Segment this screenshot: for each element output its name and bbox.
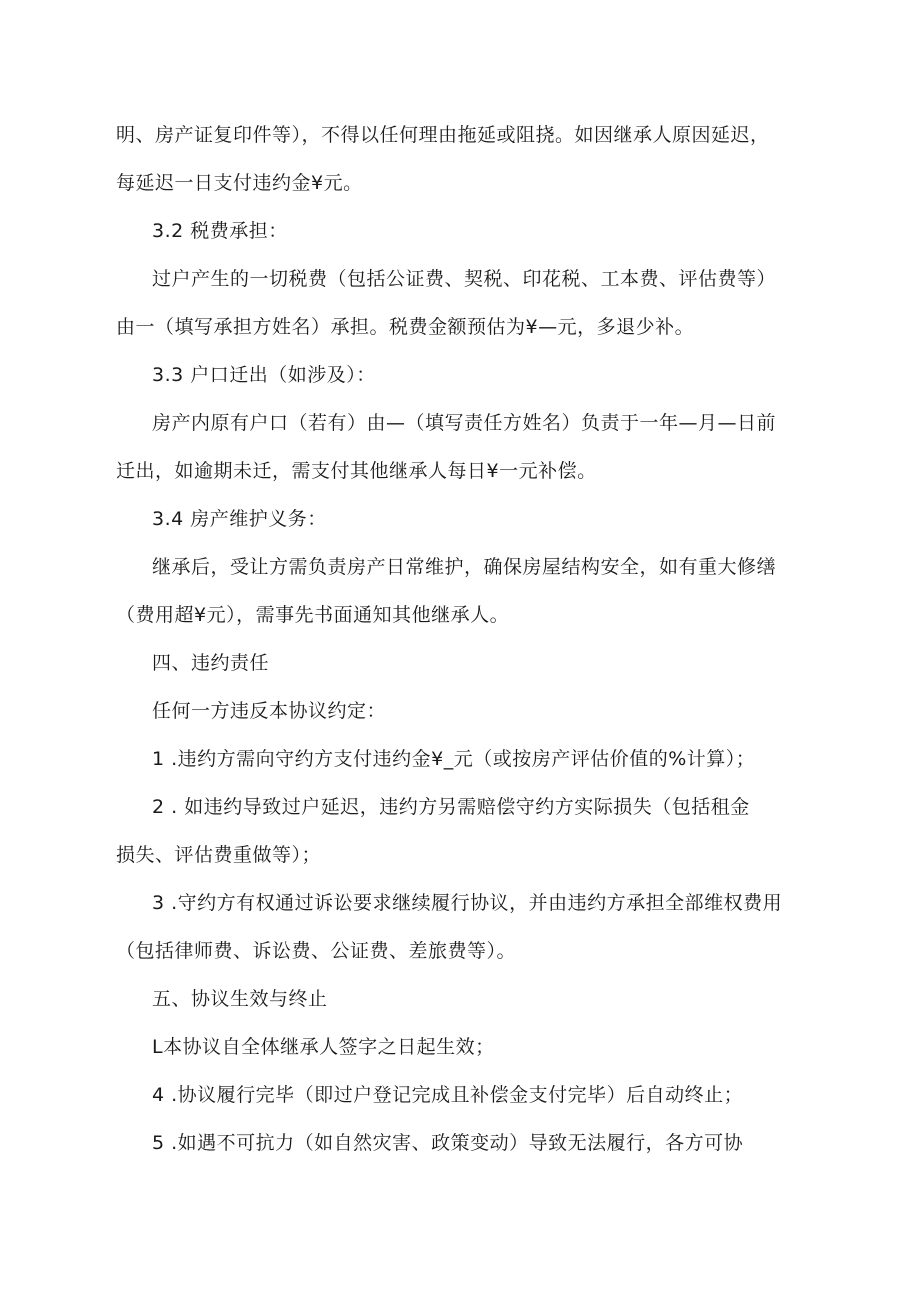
section-heading: 五、协议生效与终止: [152, 988, 328, 1010]
section-heading: 四、违约责任: [152, 652, 270, 674]
section-heading: 3.2 税费承担：: [152, 220, 288, 242]
list-item: 1 .违约方需向守约方支付违约金¥_元（或按房产评估价值的%计算）；: [152, 748, 756, 770]
text-line: 过户产生的一切税费（包括公证费、契税、印花税、工本费、评估费等）: [152, 268, 777, 290]
text-line: 每延迟一日支付违约金¥元。: [116, 172, 363, 194]
list-item: 2 . 如违约导致过户延迟，违约方另需赔偿守约方实际损失（包括租金: [152, 796, 750, 818]
text-line: 明、房产证复印件等），不得以任何理由拖延或阻挠。如因继承人原因延迟，: [116, 124, 770, 146]
text-line: （费用超¥元），需事先书面通知其他继承人。: [116, 604, 510, 626]
text-line: （包括律师费、诉讼费、公证费、差旅费等）。: [116, 940, 517, 962]
text-line: 损失、评估费重做等）；: [116, 844, 322, 866]
list-item: L本协议自全体继承人签字之日起生效；: [152, 1036, 495, 1058]
list-item: 3 .守约方有权通过诉讼要求继续履行协议，并由违约方承担全部维权费用: [152, 892, 783, 914]
text-line: 由一（填写承担方姓名）承担。税费金额预估为¥—元，多退少补。: [116, 316, 695, 338]
text-line: 任何一方违反本协议约定：: [152, 700, 387, 722]
list-item: 5 .如遇不可抗力（如自然灾害、政策变动）导致无法履行，各方可协: [152, 1132, 744, 1154]
text-line: 继承后，受让方需负责房产日常维护，确保房屋结构安全，如有重大修缮: [152, 556, 777, 578]
list-item: 4 .协议履行完毕（即过户登记完成且补偿金支付完毕）后自动终止；: [152, 1084, 744, 1106]
text-line: 迁出，如逾期未迁，需支付其他继承人每日¥一元补偿。: [116, 460, 597, 482]
text-line: 房产内原有户口（若有）由—（填写责任方姓名）负责于一年—月—日前: [152, 412, 777, 434]
section-heading: 3.4 房产维护义务：: [152, 508, 327, 530]
section-heading: 3.3 户口迁出（如涉及）：: [152, 364, 376, 386]
